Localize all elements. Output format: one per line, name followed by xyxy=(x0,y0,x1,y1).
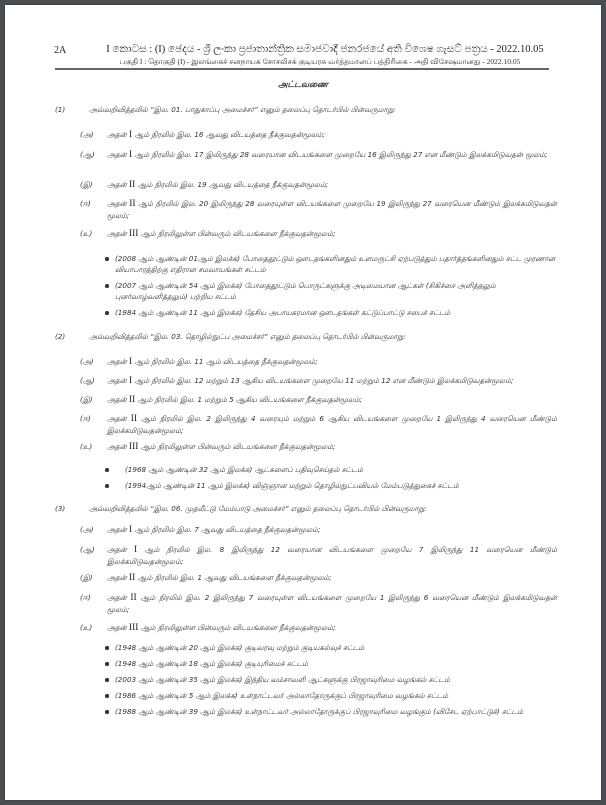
item-label: (ஈ) xyxy=(80,199,91,208)
item-label: (ஆ) xyxy=(80,150,95,159)
item-text: ஆம் நிரலிலுள்ள பின்வரும் விடயங்களை நீக்குவதன்மூலம்; xyxy=(138,442,336,451)
item-text: ஆம் நிரலில் இல. 20 இலிருந்து 28 வரையுள்ள விடயங்களை முறையே 19 இலிருந்து 27 வரையென மீண்டும் இலக்கமிடுவதன் மூலம்; xyxy=(107,199,557,220)
column-roman-numeral: II xyxy=(129,199,136,209)
item-text-prefix: அதன் xyxy=(107,180,129,189)
column-roman-numeral: II xyxy=(128,573,136,583)
bullet-icon xyxy=(105,484,109,488)
item-text: ஆம் நிரலிலுள்ள பின்வரும் விடயங்களை நீக்குவதன்மூலம்; xyxy=(138,623,336,632)
gazette-page xyxy=(5,5,601,800)
act-name: (1984 ஆம் ஆண்டின் 11 ஆம் இலக்க) தேசிய அபாயகரமான ஔடதங்கள் கட்டுப்பாட்டு சபைச் சட்டம் xyxy=(115,308,451,317)
page-number: 2A xyxy=(54,45,67,56)
column-roman-numeral: II xyxy=(130,593,137,603)
item-text: ஆம் நிரலில் இல. 12 மற்றும் 13 ஆகிய விடயங்களை முறையே 11 மற்றும் 12 என மீண்டும் இலக்கமிடுவதன்மூலம்; xyxy=(132,376,514,385)
item-text-prefix: அதன் xyxy=(107,545,134,554)
section-heading xyxy=(55,503,555,514)
section-number: (1) xyxy=(55,105,66,114)
item-label: (அ) xyxy=(80,525,94,534)
section-heading-text: அவ்வறிவித்தலில் “இல. 03. தொழில்நுட்ப அமைச்சர்” எனும் தலைப்பு தொடர்பில் பின்வருமாறு: xyxy=(89,332,406,341)
item-text-prefix: அதன் xyxy=(107,593,131,602)
item-text: ஆம் நிரலில் இல. 2 இலிருந்து 7 வரையுள்ள விடயங்களை முறையே 1 இலிருந்து 6 வரையென மீண்டும் இலக்கமிடுவதன் மூலம்; xyxy=(107,593,557,614)
bullet-icon xyxy=(105,284,109,288)
bullet-icon xyxy=(105,678,109,682)
bullet-icon xyxy=(105,694,109,698)
column-roman-numeral: I xyxy=(128,150,133,160)
column-roman-numeral: II xyxy=(130,414,138,424)
item-text: ஆம் நிரலிலுள்ள பின்வரும் விடயங்களை நீக்குவதன்மூலம்; xyxy=(138,229,336,238)
section-number: (3) xyxy=(55,504,66,513)
item-text: ஆம் நிரலில் இல. 17 இலிருந்து 28 வரையான விடயங்களை முறையே 16 இலிருந்து 27 என மீண்டும் இலக்கமிடுவதன் மூலம்; xyxy=(132,150,548,159)
section-heading-text: அவ்வறிவித்தலில் “இல. 06. முதலீட்டு மேம்பாடு அமைச்சர்” எனும் தலைப்பு தொடர்பில் பின்வருமாறு: xyxy=(89,504,427,513)
column-roman-numeral: I xyxy=(128,130,133,140)
item-label: (இ) xyxy=(80,395,93,404)
item-text: ஆம் நிரலில் இல. 11 ஆம் விடயத்தை நீக்குவதன்மூலம்; xyxy=(132,357,318,366)
item-label: (ஈ) xyxy=(80,593,91,602)
column-roman-numeral: III xyxy=(128,623,139,633)
item-text-prefix: அதன் xyxy=(107,229,129,238)
bullet-icon xyxy=(105,646,109,650)
item-text-prefix: அதன் xyxy=(107,199,130,208)
item-label: (ஈ) xyxy=(80,414,91,423)
item-text: ஆம் நிரலில் இல. 2 இலிருந்து 4 வரையும் மற்றும் 6 ஆகிய விடயங்களை முறையே 1 இலிருந்து 4 வரையென மீண்டும் இலக்கமிடுவதன்மூலம்; xyxy=(107,414,557,435)
item-text-prefix: அதன் xyxy=(107,395,129,404)
item-text: ஆம் நிரலில் இல. 1 ஆவது விடயங்களை நீக்குவதன்மூலம்; xyxy=(135,573,332,582)
item-text-prefix: அதன் xyxy=(107,414,131,423)
item-text: ஆம் நிரலில் இல. 16 ஆவது விடயத்தை நீக்குவதன்மூலம்; xyxy=(132,130,325,139)
bullet-icon xyxy=(105,710,109,714)
column-roman-numeral: I xyxy=(128,357,133,367)
schedule-title: அட்டவணை xyxy=(278,80,328,90)
column-roman-numeral: III xyxy=(128,229,139,239)
item-text: ஆம் நிரலில் இல. 8 இலிருந்து 12 வரையான விடயங்களை முறையே 7 இலிருந்து 11 வரையென மீண்டும் இலக்கமிடுவதன்மூலம்; xyxy=(107,545,557,566)
act-name: (2007 ஆம் ஆண்டின் 54 ஆம் இலக்க) போதைதூட்டும் பொருட்களுக்கு அடிமையான ஆட்கள் (சிகிச்சை அளித்தலும் புனர்வாழ்வளித்தலும்) பற்றிய சட்டம் xyxy=(115,281,496,301)
item-label: (ஆ) xyxy=(80,545,95,554)
act-name: (1968 ஆம் ஆண்டின் 32 ஆம் இலக்க) ஆட்களைப் பதிவுசெய்தல் சட்டம் xyxy=(125,465,363,474)
column-roman-numeral: II xyxy=(128,395,136,405)
header-divider xyxy=(55,68,549,70)
header-sinhala-line: I කොටස : (I) ඡෙදය - ශ්‍රී ලංකා ප්‍රජාතාන්ත්‍රික සමාජවාදී ජනරජයේ අති විශෙෂ ගැසට් පත්‍රය - 2022.10.05 xyxy=(106,44,544,55)
act-name: (1948 ஆம் ஆண்டின் 18 ஆம் இலக்க) குடியுரிமைச் சட்டம் xyxy=(115,659,309,668)
item-label: (இ) xyxy=(80,180,93,189)
bullet-icon xyxy=(105,468,109,472)
act-name: (2008 ஆம் ஆண்டின் 01ஆம் இலக்க) போதைதூட்டும் ஔடதங்களினதும் உளமருட்சி ஏற்படுத்தும் பதார்த்தங்களினதும் சட்ட முரணான வியாபாரத்திற்கு எதிரான சமவாயங்கள் சட்டம் xyxy=(115,254,556,274)
item-label: (உ) xyxy=(80,623,93,632)
item-text-prefix: அதன் xyxy=(107,130,129,139)
item-label: (இ) xyxy=(80,573,93,582)
item-text-prefix: அதன் xyxy=(107,376,129,385)
item-text-prefix: அதன் xyxy=(107,573,129,582)
header-tamil-line: பகுதி I : தொகுதி (I) - இலங்கைச் சனநாயக சோசலிசக் குடியரசு வர்த்தமானப் பத்திரிகை - அதி விசேஷமானது - 2022.10.05 xyxy=(119,57,521,66)
section-number: (2) xyxy=(55,332,66,341)
column-roman-numeral: I xyxy=(134,545,138,555)
column-roman-numeral: II xyxy=(128,180,136,190)
item-label: (ஆ) xyxy=(80,376,95,385)
section-heading xyxy=(55,331,555,342)
column-roman-numeral: I xyxy=(128,525,133,535)
column-roman-numeral: III xyxy=(128,442,139,452)
item-text-prefix: அதன் xyxy=(107,357,129,366)
section-heading xyxy=(55,104,555,115)
page-content xyxy=(5,5,601,800)
item-label: (அ) xyxy=(80,130,94,139)
item-text-prefix: அதன் xyxy=(107,150,129,159)
item-label: (உ) xyxy=(80,229,93,238)
column-roman-numeral: I xyxy=(128,376,133,386)
section-heading-text: அவ்வறிவித்தலில் “இல. 01. பாதுகாப்பு அமைச்சர்” எனும் தலைப்பு தொடர்பில் பின்வருமாறு: xyxy=(89,105,396,114)
act-name: (1986 ஆம் ஆண்டின் 5 ஆம் இலக்க) உள்நாட்டவர் அல்லாதோருக்குப் பிரஜாவுரிமை வழங்கல் சட்டம் xyxy=(115,691,449,700)
bullet-icon xyxy=(105,662,109,666)
act-name: (1948 ஆம் ஆண்டின் 20 ஆம் இலக்க) குடிவரவு மற்றும் குடியகல்வுச் சட்டம் xyxy=(115,643,365,652)
item-text: ஆம் நிரலில் இல. 7 ஆவது விடயத்தை நீக்குவதன்மூலம்; xyxy=(132,525,321,534)
act-name: (1988 ஆம் ஆண்டின் 39 ஆம் இலக்க) உள்நாட்டவர் அல்லாதோருக்குப் பிரஜாவுரிமை வழங்கும் (விசேட ஏற்பாட்டுச்) சட்டம் xyxy=(115,707,524,716)
item-text-prefix: அதன் xyxy=(107,442,129,451)
act-name: (2003 ஆம் ஆண்டின் 35 ஆம் இலக்க) இந்திய வம்சாவளி ஆட்களுக்கு பிரஜாவுரிமை வழங்கல் சட்டம் xyxy=(115,675,450,684)
item-label: (அ) xyxy=(80,357,94,366)
item-text-prefix: அதன் xyxy=(107,525,129,534)
item-text: ஆம் நிரலில் இல. 19 ஆவது விடயத்தை நீக்குவதன்மூலம்; xyxy=(135,180,329,189)
bullet-icon xyxy=(105,311,109,315)
act-name: (1994ஆம் ஆண்டின் 11 ஆம் இலக்க) விஞ்ஞான மற்றும் தொழில்நுட்பவியல் மேம்படுத்துகைச் சட்டம் xyxy=(125,481,459,490)
item-text: ஆம் நிரலில் இல. 1 மற்றும் 5 ஆகிய விடயங்களை நீக்குவதன்மூலம்; xyxy=(135,395,363,404)
item-label: (உ) xyxy=(80,442,93,451)
item-text-prefix: அதன் xyxy=(107,623,129,632)
bullet-icon xyxy=(105,257,109,261)
